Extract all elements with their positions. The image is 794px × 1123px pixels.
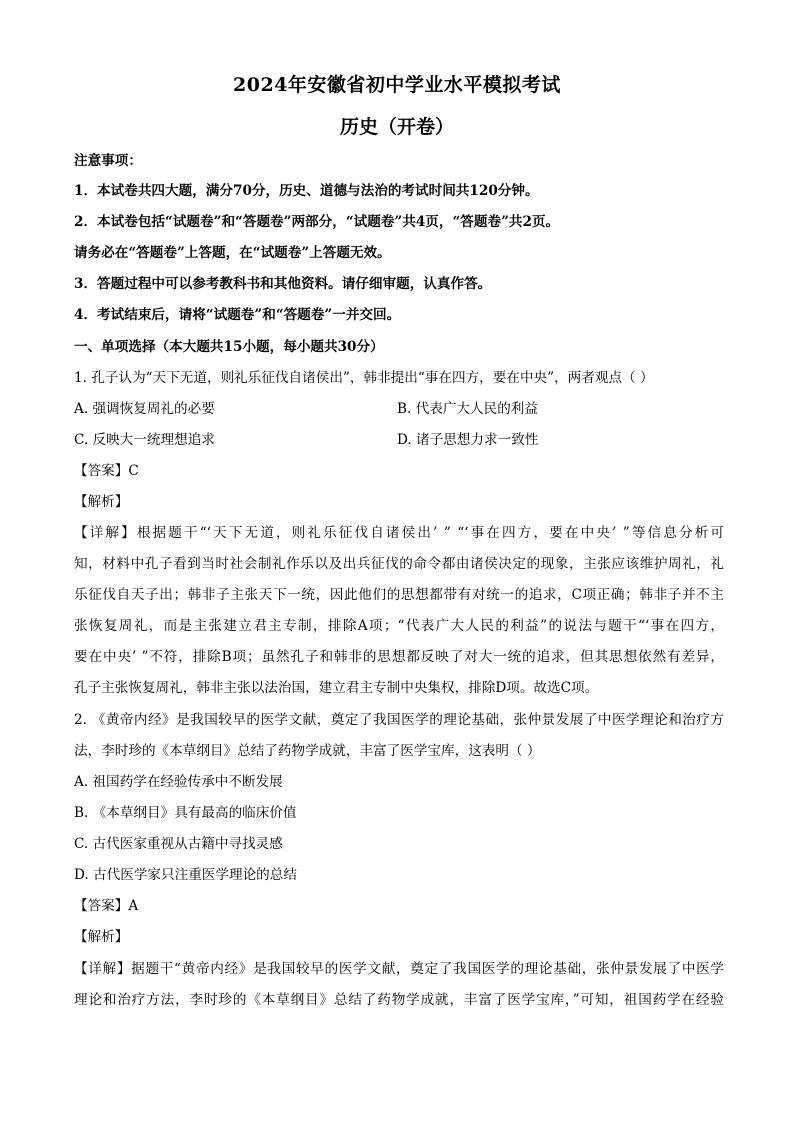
notice-item: 4．考试结束后，请将“试题卷”和“答题卷”一并交回。	[74, 307, 401, 323]
exam-title: 2024年安徽省初中学业水平模拟考试	[233, 74, 561, 96]
question-1-answer: 【答案】C	[74, 463, 139, 479]
question-1-option-d: D. 诸子思想力求一致性	[397, 432, 539, 448]
notice-item: 2．本试卷包括“试题卷”和“答题卷”两部分，“试题卷”共4页，“答题卷”共2页。	[74, 214, 560, 230]
question-1-option-c: C. 反映大一统理想追求	[74, 432, 215, 448]
question-1-option-b: B. 代表广大人民的利益	[397, 401, 538, 417]
notice-item: 3．答题过程中可以参考教科书和其他资料。请仔细审题，认真作答。	[74, 276, 492, 292]
question-2-answer: 【答案】A	[74, 898, 139, 914]
question-2-option-b: B. 《本草纲目》具有最高的临床价值	[74, 805, 297, 821]
question-1-detail-line: 乐征伐自天子出；韩非子主张天下一统，因此他们的思想都带有对统一的追求，C项正确；韩非子并不主	[74, 587, 724, 603]
question-1-detail-line: 【详解】根据题干“‘天下无道，则礼乐征伐自诸侯出’ ” “‘事在四方，要在中央’ ”等信息分析可	[74, 525, 724, 541]
question-2-analysis: 【解析】	[74, 929, 129, 945]
question-2-option-c: C. 古代医家重视从古籍中寻找灵感	[74, 836, 283, 852]
question-2-detail-line: 理论和治疗方法，李时珍的《本草纲目》总结了药物学成就，丰富了医学宝库，”可知，祖国药学在经验	[74, 992, 724, 1008]
question-1-detail-line: 要在中央’ ”不符，排除B项；虽然孔子和韩非的思想都反映了对大一统的追求，但其思想依然有差异，	[74, 649, 724, 665]
question-2-option-a: A. 祖国药学在经验传承中不断发展	[74, 774, 283, 790]
question-1-detail-line: 孔子主张恢复周礼，韩非主张以法治国，建立君主专制中央集权，排除D项。故选C项。	[74, 680, 599, 696]
question-2-stem-line: 2. 《黄帝内经》是我国较早的医学文献，奠定了我国医学的理论基础，张仲景发展了中医学理论和治疗方	[74, 712, 724, 728]
question-2-option-d: D. 古代医学家只注重医学理论的总结	[74, 867, 297, 883]
notice-item: 请务必在“答题卷”上答题，在“试题卷”上答题无效。	[74, 245, 391, 261]
exam-subtitle: 历史（开卷）	[339, 116, 454, 138]
question-1-detail-line: 知，材料中孔子看到当时社会制礼作乐以及出兵征伐的命令都由诸侯决定的现象，主张应该维护周礼，礼	[74, 556, 724, 572]
question-1-detail-line: 张恢复周礼，而是主张建立君主专制，排除A项；“代表广大人民的利益”的说法与题干“‘事在四方，	[74, 618, 724, 634]
question-1-stem: 1. 孔子认为“天下无道，则礼乐征伐自诸侯出”，韩非提出“事在四方，要在中央”，两者观点（ ）	[74, 370, 654, 386]
question-1-analysis: 【解析】	[74, 494, 129, 510]
section-heading: 一、单项选择（本大题共15小题，每小题共30分）	[74, 339, 384, 355]
question-2-stem-line: 法，李时珍的《本草纲目》总结了药物学成就，丰富了医学宝库，这表明（ ）	[74, 743, 541, 759]
question-2-detail-line: 【详解】据题干“黄帝内经》是我国较早的医学文献，奠定了我国医学的理论基础，张仲景发展了中医学	[74, 961, 724, 977]
question-1-option-a: A. 强调恢复周礼的必要	[74, 401, 215, 417]
notice-item: 1．本试卷共四大题，满分70分，历史、道德与法治的考试时间共120分钟。	[74, 183, 539, 199]
notice-heading: 注意事项：	[74, 153, 142, 169]
